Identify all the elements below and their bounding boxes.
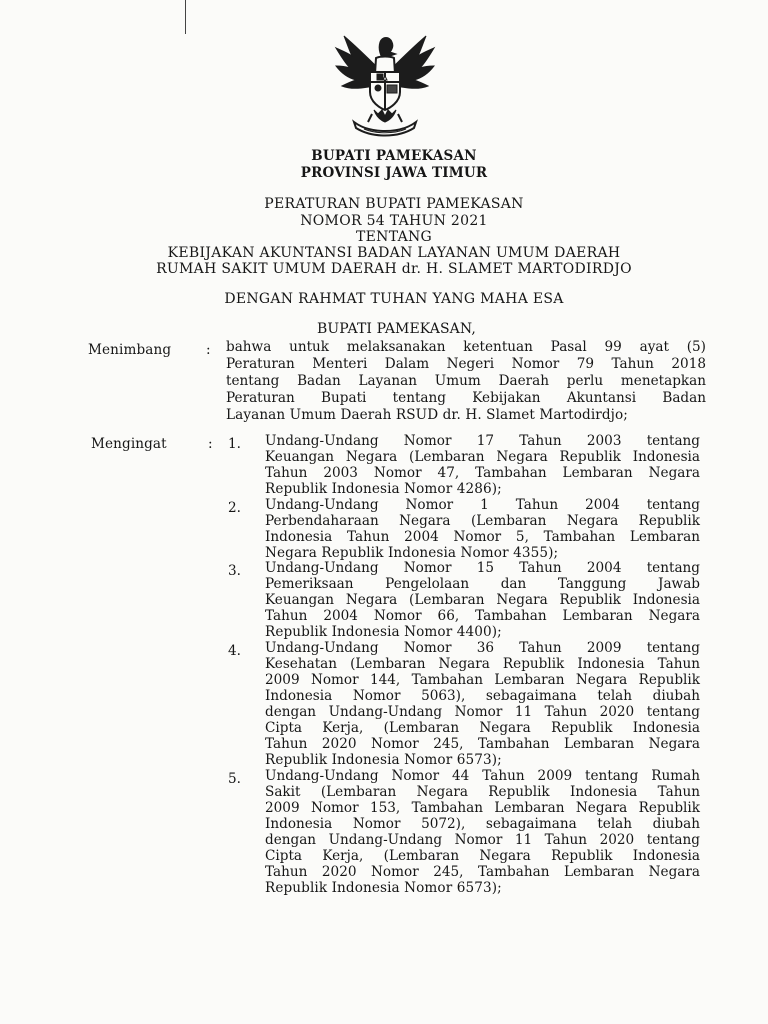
regulation-number: NOMOR 54 TAHUN 2021 [300, 213, 488, 229]
list-item-line: Undang-Undang Nomor 1 Tahun 2004 tentang [265, 497, 700, 513]
list-item-line: Cipta Kerja, (Lembaran Negara Republik Indonesia [265, 720, 700, 736]
list-item-line: Negara Republik Indonesia Nomor 4355); [265, 545, 559, 561]
list-item-line: Perbendaharaan Negara (Lembaran Negara Republik [265, 513, 700, 529]
list-item-line: Undang-Undang Nomor 17 Tahun 2003 tentang [265, 433, 700, 449]
list-item-number: 1. [228, 436, 241, 452]
list-item-line: Undang-Undang Nomor 36 Tahun 2009 tentang [265, 640, 700, 656]
province-title: PROVINSI JAWA TIMUR [300, 165, 488, 181]
list-item-line: Keuangan Negara (Lembaran Negara Republik Indonesia [265, 449, 700, 465]
invocation: DENGAN RAHMAT TUHAN YANG MAHA ESA [224, 291, 564, 307]
menimbang-line: Layanan Umum Daerah RSUD dr. H. Slamet Martodirdjo; [226, 407, 628, 423]
enactor: BUPATI PAMEKASAN, [317, 321, 476, 337]
office-title: BUPATI PAMEKASAN [311, 148, 477, 164]
list-item-line: Republik Indonesia Nomor 6573); [265, 880, 502, 896]
regulation-subject-line: KEBIJAKAN AKUNTANSI BADAN LAYANAN UMUM DAERAH [167, 245, 621, 261]
list-item-line: Indonesia Nomor 5072), sebagaimana telah diubah [265, 816, 700, 832]
list-item-line: Republik Indonesia Nomor 4286); [265, 481, 502, 497]
list-item-line: Kesehatan (Lembaran Negara Republik Indonesia Tahun [265, 656, 700, 672]
regulation-subject-line: RUMAH SAKIT UMUM DAERAH dr. H. SLAMET MARTODIRDJO [156, 261, 632, 277]
list-item-line: Tahun 2003 Nomor 47, Tambahan Lembaran Negara [265, 465, 700, 481]
menimbang-line: Peraturan Bupati tentang Kebijakan Akuntansi Badan [226, 390, 706, 406]
menimbang-colon: : [206, 342, 211, 358]
list-item-line: Undang-Undang Nomor 15 Tahun 2004 tentang [265, 560, 700, 576]
list-item-number: 5. [228, 771, 241, 787]
list-item-line: 2009 Nomor 144, Tambahan Lembaran Negara Republik [265, 672, 700, 688]
list-item-line: dengan Undang-Undang Nomor 11 Tahun 2020 tentang [265, 832, 700, 848]
list-item-line: Tahun 2020 Nomor 245, Tambahan Lembaran Negara [265, 864, 700, 880]
list-item-line: Republik Indonesia Nomor 4400); [265, 624, 502, 640]
mengingat-colon: : [208, 436, 213, 452]
list-item-line: Tahun 2004 Nomor 66, Tambahan Lembaran Negara [265, 608, 700, 624]
list-item-line: Indonesia Nomor 5063), sebagaimana telah diubah [265, 688, 700, 704]
menimbang-line: tentang Badan Layanan Umum Daerah perlu menetapkan [226, 373, 706, 389]
list-item-line: Keuangan Negara (Lembaran Negara Republik Indonesia [265, 592, 700, 608]
regulation-title: PERATURAN BUPATI PAMEKASAN [264, 196, 524, 212]
list-item-number: 4. [228, 643, 241, 659]
list-item-line: Cipta Kerja, (Lembaran Negara Republik Indonesia [265, 848, 700, 864]
list-item-line: Indonesia Tahun 2004 Nomor 5, Tambahan Lembaran [265, 529, 700, 545]
list-item-line: Undang-Undang Nomor 44 Tahun 2009 tentang Rumah [265, 768, 700, 784]
list-item-line: Sakit (Lembaran Negara Republik Indonesia Tahun [265, 784, 700, 800]
list-item-number: 3. [228, 563, 241, 579]
menimbang-line: Peraturan Menteri Dalam Negeri Nomor 79 Tahun 2018 [226, 356, 706, 372]
list-item-line: Pemeriksaan Pengelolaan dan Tanggung Jawab [265, 576, 700, 592]
list-item-line: Republik Indonesia Nomor 6573); [265, 752, 502, 768]
mengingat-label: Mengingat [91, 436, 167, 452]
regulation-about: TENTANG [355, 229, 433, 245]
margin-line [185, 0, 186, 34]
menimbang-line: bahwa untuk melaksanakan ketentuan Pasal 99 ayat (5) [226, 339, 706, 355]
menimbang-label: Menimbang [88, 342, 172, 358]
list-item-number: 2. [228, 500, 241, 516]
garuda-emblem-icon [330, 30, 440, 138]
list-item-line: dengan Undang-Undang Nomor 11 Tahun 2020 tentang [265, 704, 700, 720]
list-item-line: 2009 Nomor 153, Tambahan Lembaran Negara Republik [265, 800, 700, 816]
list-item-line: Tahun 2020 Nomor 245, Tambahan Lembaran Negara [265, 736, 700, 752]
